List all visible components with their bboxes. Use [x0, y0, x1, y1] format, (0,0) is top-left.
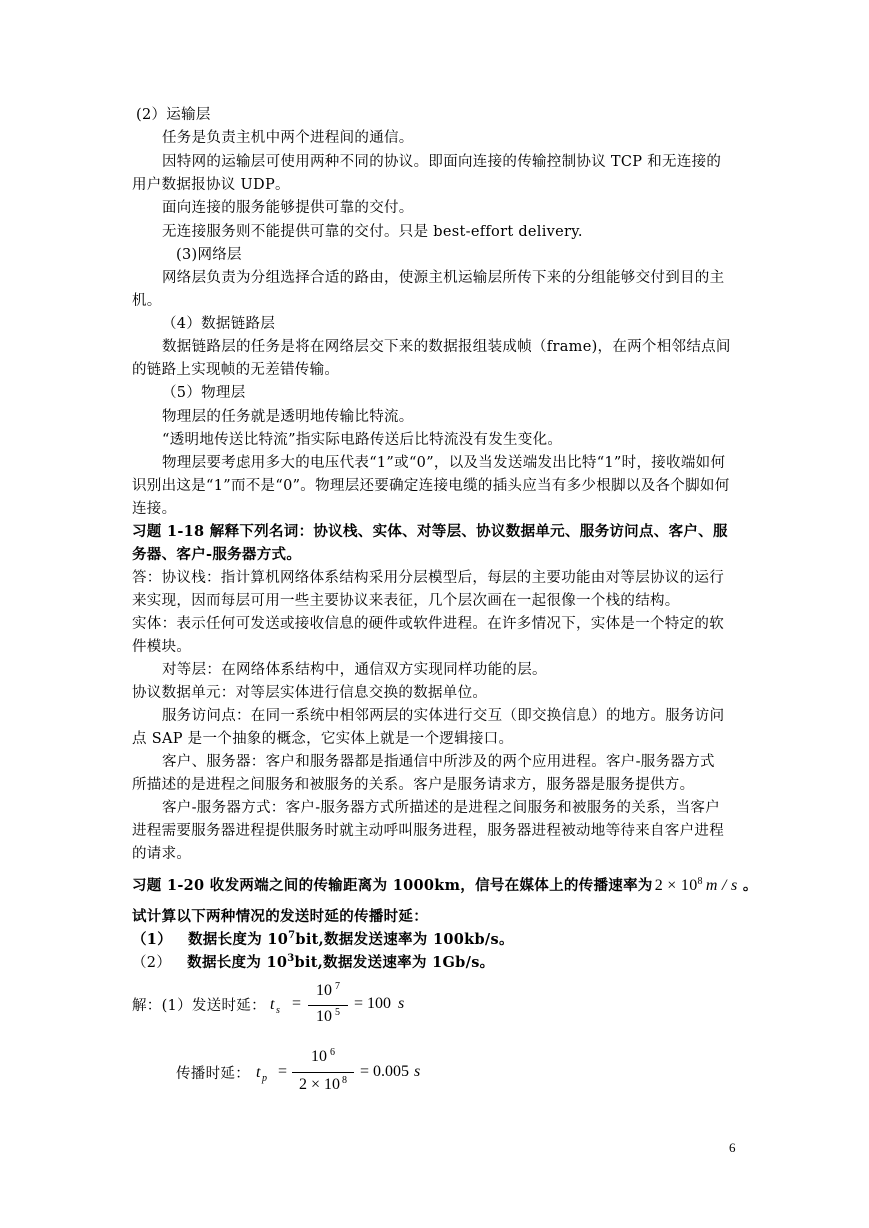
answer-line: 协议数据单元：对等层实体进行信息交换的数据单位。 — [132, 685, 488, 701]
paragraph-line: 识别出这是“1”而不是“0”。物理层还要确定连接电缆的插头应当有多少根脚以及各个脚如何 — [132, 478, 730, 494]
paragraph-line: 物理层要考虑用多大的电压代表“1”或“0”，以及当发送端发出比特“1”时，接收端如何 — [162, 455, 726, 471]
ts-result: = 100 — [354, 995, 392, 1012]
paragraph-line: 无连接服务则不能提供可靠的交付。只是 best-effort delivery. — [162, 224, 583, 240]
case-1-text-a: 数据长度为 10 — [188, 931, 289, 948]
answer-line: 点 SAP 是一个抽象的概念，它实体上就是一个逻辑接口。 — [132, 731, 514, 747]
case-1 — [132, 929, 514, 951]
ts-numerator: 10 $^7$ — [316, 980, 340, 999]
paragraph-line: 面向连接的服务能够提供可靠的交付。 — [162, 200, 414, 216]
exercise-1-20-tail: 。 — [737, 877, 758, 894]
exercise-1-18-title: 习题 1-18 解释下列名词：协议栈、实体、对等层、协议数据单元、服务访问点、客户、服 — [132, 523, 728, 540]
paragraph-line: 因特网的运输层可使用两种不同的协议。即面向连接的传输控制协议 TCP 和无连接的 — [162, 154, 722, 170]
case-1-exponent: 7 — [288, 930, 296, 942]
case-2 — [132, 952, 494, 974]
solution-label-2: 传播时延： — [176, 1066, 250, 1082]
answer-line: 的请求。 — [132, 846, 192, 862]
answer-line: 实体：表示任何可发送或接收信息的硬件或软件进程。在许多情况下，实体是一个特定的软 — [132, 616, 724, 632]
answer-line: 服务访问点：在同一系统中相邻两层的实体进行交互（即交换信息）的地方。服务访问 — [162, 708, 725, 724]
exercise-1-20-question: 试计算以下两种情况的发送时延的传播时延： — [132, 908, 428, 925]
section-heading-datalink: （4）数据链路层 — [162, 316, 276, 332]
tp-variable: t — [256, 1064, 261, 1081]
exercise-1-20-title — [132, 875, 758, 897]
tp-equals: = — [278, 1063, 288, 1080]
ts-equals: = — [292, 995, 302, 1012]
section-heading-network: (3)网络层 — [176, 247, 242, 263]
answer-line: 件模块。 — [132, 639, 192, 655]
paragraph-line: 连接。 — [132, 501, 177, 517]
page-number: 6 — [729, 1140, 736, 1155]
speed-coefficient: 2 × 10 — [654, 877, 698, 894]
paragraph-line: 数据链路层的任务是将在网络层交下来的数据报组装成帧（frame)，在两个相邻结点间 — [162, 339, 731, 355]
section-heading-physical: （5）物理层 — [162, 385, 246, 401]
case-2-exponent: 3 — [287, 953, 295, 965]
tp-fraction-bar — [292, 1072, 354, 1073]
answer-line: 对等层：在网络体系结构中，通信双方实现同样功能的层。 — [162, 662, 547, 678]
tp-subscript: p — [262, 1073, 267, 1084]
ts-unit: s — [398, 995, 405, 1012]
speed-unit: m / s — [705, 877, 738, 894]
paragraph-line: 用户数据报协议 UDP。 — [132, 177, 290, 193]
exercise-1-20-head: 习题 1-20 收发两端之间的传输距离为 1000km，信号在媒体上的传播速率为 — [132, 877, 653, 894]
tp-denominator: 2 × 10 $^8$ — [298, 1074, 348, 1093]
ts-denominator: 10 $^5$ — [316, 1006, 340, 1025]
paragraph-line: 网络层负责为分组选择合适的路由，使源主机运输层所传下来的分组能够交付到目的主 — [162, 270, 725, 286]
case-1-text-b: bit,数据发送速率为 100kb/s。 — [295, 931, 514, 948]
answer-line: 来实现，因而每层可用一些主要协议来表征，几个层次画在一起很像一个栈的结构。 — [132, 593, 680, 609]
case-2-text-a: 数据长度为 10 — [187, 954, 288, 971]
answer-line: 所描述的是进程之间服务和被服务的关系。客户是服务请求方，服务器是服务提供方。 — [132, 777, 695, 793]
ts-subscript: s — [276, 1005, 280, 1016]
paragraph-line: 物理层的任务就是透明地传输比特流。 — [162, 409, 414, 425]
answer-line: 答：协议栈：指计算机网络体系结构采用分层模型后，每层的主要功能由对等层协议的运行 — [132, 570, 724, 586]
paragraph-line: 的链路上实现帧的无差错传输。 — [132, 362, 340, 378]
case-2-label: （2） — [132, 955, 172, 971]
paragraph-line: 机。 — [132, 293, 162, 309]
tp-unit: s — [414, 1063, 421, 1080]
case-2-text-b: bit,数据发送速率为 1Gb/s。 — [294, 954, 495, 971]
tp-result: = 0.005 — [360, 1063, 410, 1080]
paragraph-line: 任务是负责主机中两个进程间的通信。 — [162, 130, 414, 146]
speed-exponent: 8 — [697, 876, 703, 888]
exercise-1-18-title-cont: 务器、客户-服务器方式。 — [132, 546, 302, 563]
ts-fraction-bar — [308, 1005, 348, 1006]
tp-numerator: 10 $^6$ — [311, 1046, 335, 1065]
solution-label-1: 解：(1）发送时延： — [132, 998, 266, 1014]
ts-variable: t — [270, 996, 275, 1013]
answer-line: 进程需要服务器进程提供服务时就主动呼叫服务进程，服务器进程被动地等待来自客户进程 — [132, 823, 724, 839]
answer-line: 客户、服务器：客户和服务器都是指通信中所涉及的两个应用进程。客户-服务器方式 — [162, 754, 715, 770]
paragraph-line: “透明地传送比特流”指实际电路传送后比特流没有发生变化。 — [162, 432, 563, 448]
section-heading-transport: (2）运输层 — [136, 107, 211, 123]
answer-line: 客户-服务器方式：客户-服务器方式所描述的是进程之间服务和被服务的关系，当客户 — [162, 800, 720, 816]
case-1-label: （1） — [132, 931, 172, 948]
